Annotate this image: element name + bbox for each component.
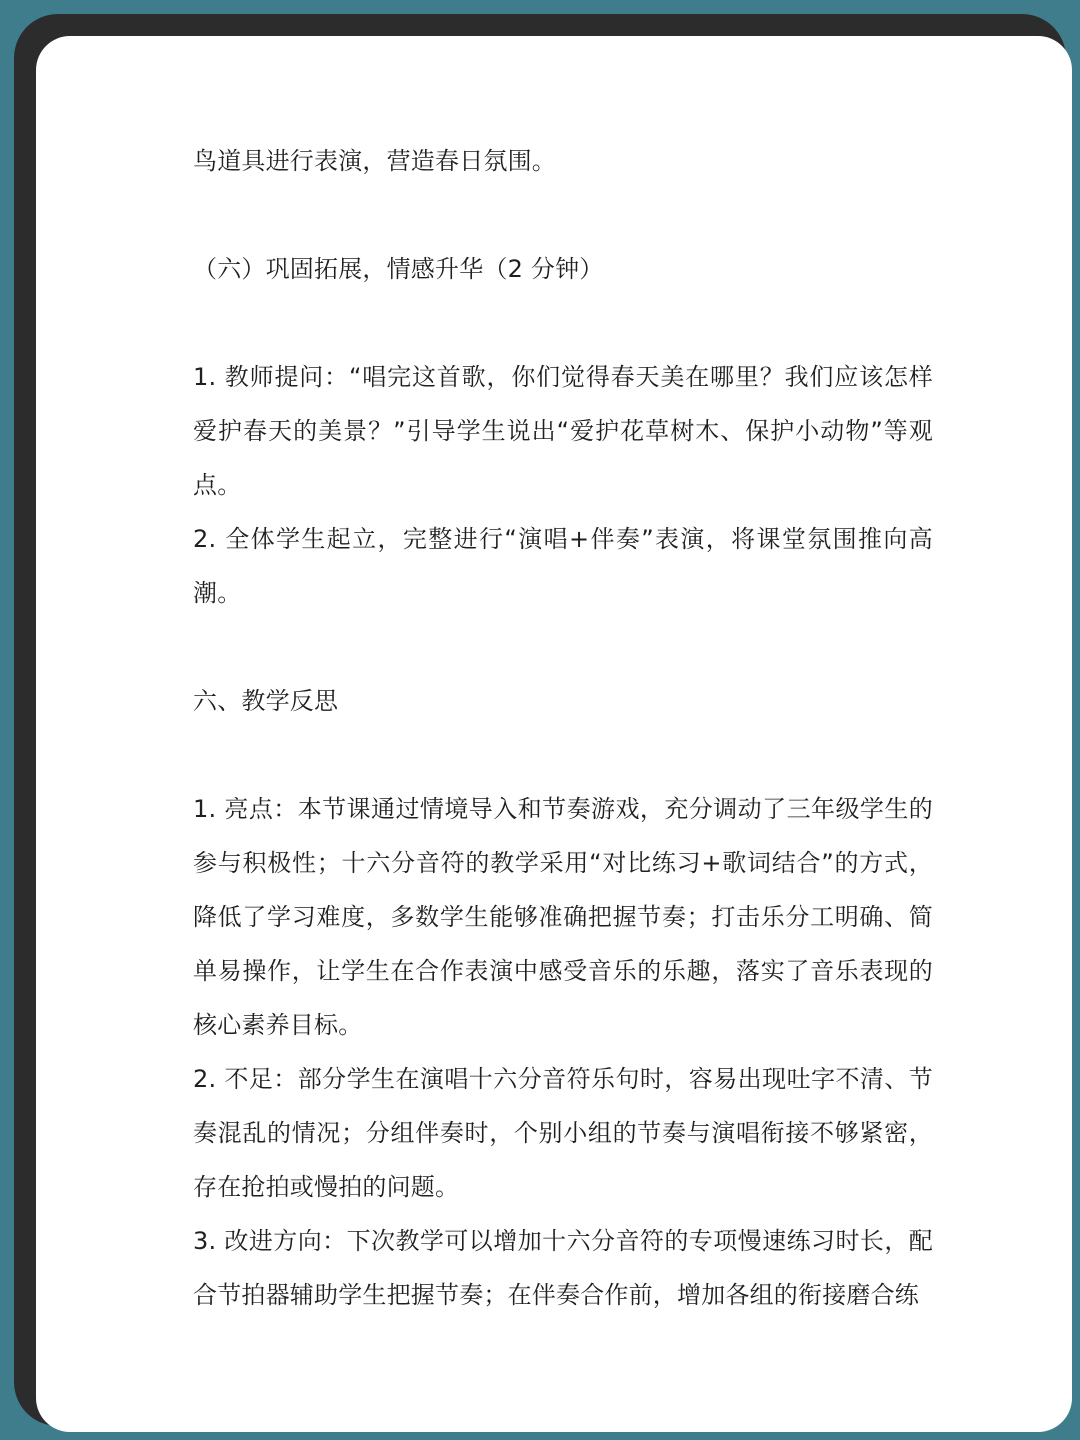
reflection-item-2: 2. 不足：部分学生在演唱十六分音符乐句时，容易出现吐字不清、节奏混乱的情况；分组伴奏时，个别小组的节奏与演唱衔接不够紧密，存在抢拍或慢拍的问题。 [193, 1065, 933, 1201]
reflection-heading: 六、教学反思 [193, 687, 339, 715]
paragraph-line1: 鸟道具进行表演，营造春日氛围。 [193, 147, 556, 175]
document-page [36, 36, 1072, 1432]
list-item-2: 2. 全体学生起立，完整进行“演唱+伴奏”表演，将课堂氛围推向高潮。 [193, 525, 933, 607]
reflection-item-1: 1. 亮点：本节课通过情境导入和节奏游戏，充分调动了三年级学生的参与积极性；十六分音符的教学采用“对比练习+歌词结合”的方式，降低了学习难度，多数学生能够准确把握节奏；打击乐分工明确、简单易操作，让学生在合作表演中感受音乐的乐趣，落实了音乐表现的核心素养目标。 [193, 795, 933, 1039]
section-heading: （六）巩固拓展，情感升华（2 分钟） [193, 255, 604, 283]
document-content [193, 134, 933, 1322]
card-frame [14, 14, 1066, 1426]
paragraph-gap [193, 296, 933, 350]
paragraph-gap [193, 728, 933, 782]
paragraph-gap [193, 620, 933, 674]
paragraph-gap [193, 188, 933, 242]
list-item-1: 1. 教师提问：“唱完这首歌，你们觉得春天美在哪里？我们应该怎样爱护春天的美景？”引导学生说出“爱护花草树木、保护小动物”等观点。 [193, 363, 933, 499]
reflection-item-3: 3. 改进方向：下次教学可以增加十六分音符的专项慢速练习时长，配合节拍器辅助学生把握节奏；在伴奏合作前，增加各组的衔接磨合练 [193, 1227, 933, 1309]
